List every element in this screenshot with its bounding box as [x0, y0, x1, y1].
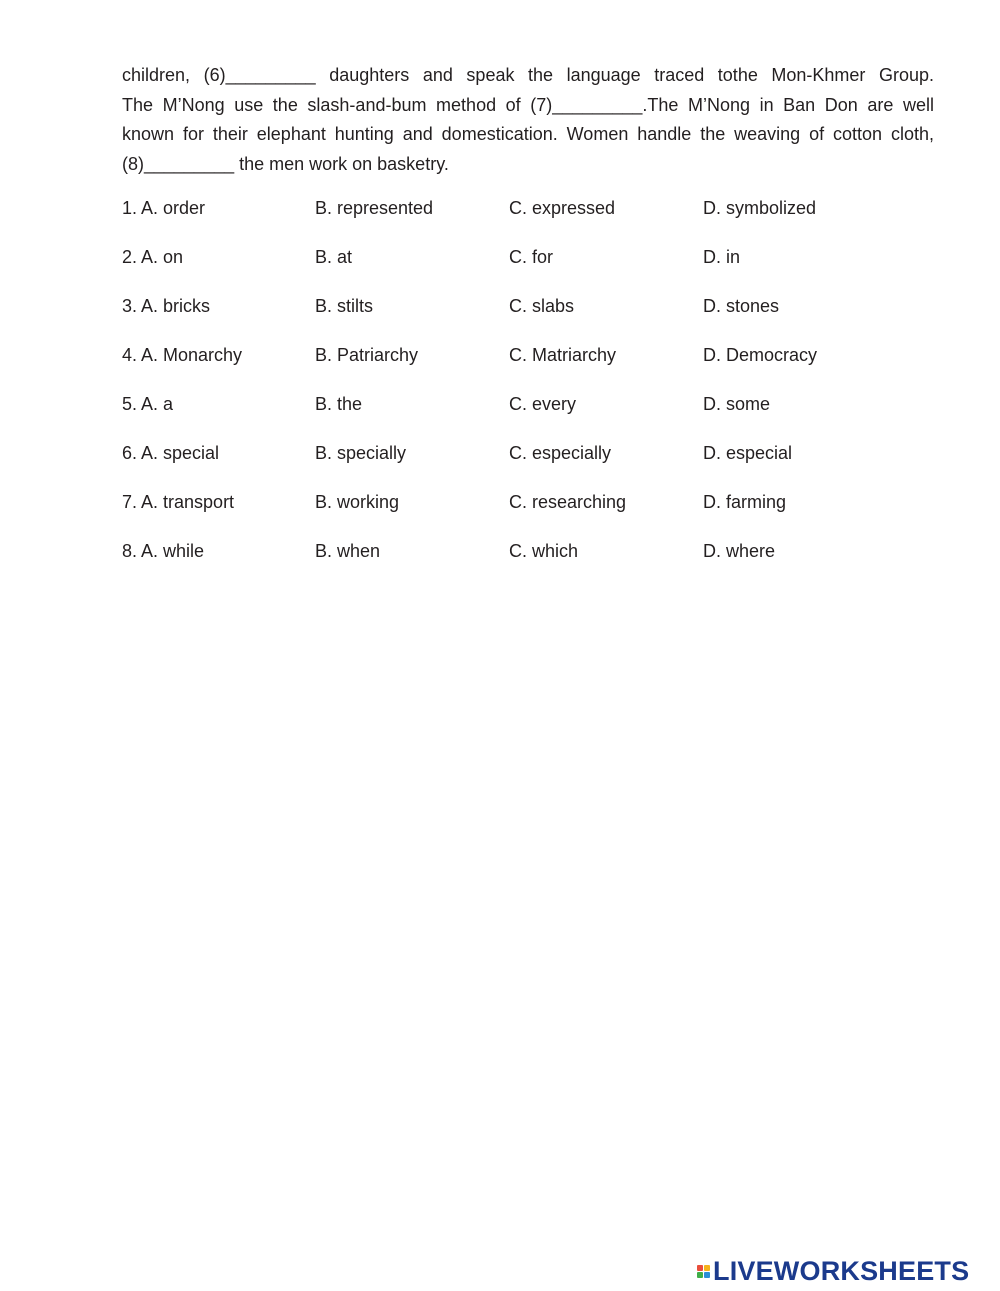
- passage-line: (8)_________ the men work on basketry.: [122, 153, 449, 174]
- option-d: D. some: [703, 394, 771, 414]
- option-a: 4. A. Monarchy: [122, 345, 243, 365]
- question-row: [122, 541, 882, 590]
- option-a: 7. A. transport: [122, 492, 235, 512]
- question-row: [122, 247, 882, 296]
- logo-icon-square: [704, 1272, 710, 1278]
- option-d: D. in: [703, 247, 741, 267]
- option-a: 5. A. a: [122, 394, 174, 414]
- question-row: [122, 394, 882, 443]
- question-row: [122, 492, 882, 541]
- passage-line: The M’Nong use the slash-and-bum method of (7)_________.The M’Nong in Ban Don are well: [122, 94, 934, 115]
- option-c: C. every: [509, 394, 577, 414]
- option-b: B. when: [315, 541, 381, 561]
- option-b: B. at: [315, 247, 353, 267]
- answer-options-list: [122, 198, 882, 590]
- option-b: B. stilts: [315, 296, 374, 316]
- option-b: B. represented: [315, 198, 434, 218]
- option-b: B. the: [315, 394, 363, 414]
- option-a: 8. A. while: [122, 541, 205, 561]
- option-b: B. specially: [315, 443, 407, 463]
- option-c: C. for: [509, 247, 554, 267]
- liveworksheets-logo: [697, 1256, 969, 1286]
- option-c: C. slabs: [509, 296, 575, 316]
- option-d: D. Democracy: [703, 345, 818, 365]
- question-row: [122, 198, 882, 247]
- option-a: 1. A. order: [122, 198, 206, 218]
- option-b: B. working: [315, 492, 400, 512]
- option-d: D. farming: [703, 492, 787, 512]
- option-d: D. especial: [703, 443, 793, 463]
- logo-icon-square: [697, 1265, 703, 1271]
- option-a: 2. A. on: [122, 247, 184, 267]
- question-row: [122, 296, 882, 345]
- option-d: D. where: [703, 541, 776, 561]
- option-c: C. which: [509, 541, 579, 561]
- question-row: [122, 443, 882, 492]
- option-c: C. researching: [509, 492, 627, 512]
- logo-icon-square: [697, 1272, 703, 1278]
- question-row: [122, 345, 882, 394]
- passage-line: children, (6)_________ daughters and speak the language traced tothe Mon-Khmer Group.: [122, 65, 934, 85]
- option-c: C. Matriarchy: [509, 345, 617, 365]
- liveworksheets-logo-icon: [697, 1265, 710, 1278]
- passage-line: known for their elephant hunting and domestication. Women handle the weaving of cotton cloth,: [122, 124, 934, 144]
- option-d: D. stones: [703, 296, 780, 316]
- reading-passage: [122, 61, 934, 179]
- option-d: D. symbolized: [703, 198, 817, 218]
- option-a: 3. A. bricks: [122, 296, 211, 316]
- logo-icon-square: [704, 1265, 710, 1271]
- option-a: 6. A. special: [122, 443, 220, 463]
- option-b: B. Patriarchy: [315, 345, 419, 365]
- option-c: C. expressed: [509, 198, 616, 218]
- logo-text: LIVEWORKSHEETS: [713, 1256, 970, 1286]
- option-c: C. especially: [509, 443, 612, 463]
